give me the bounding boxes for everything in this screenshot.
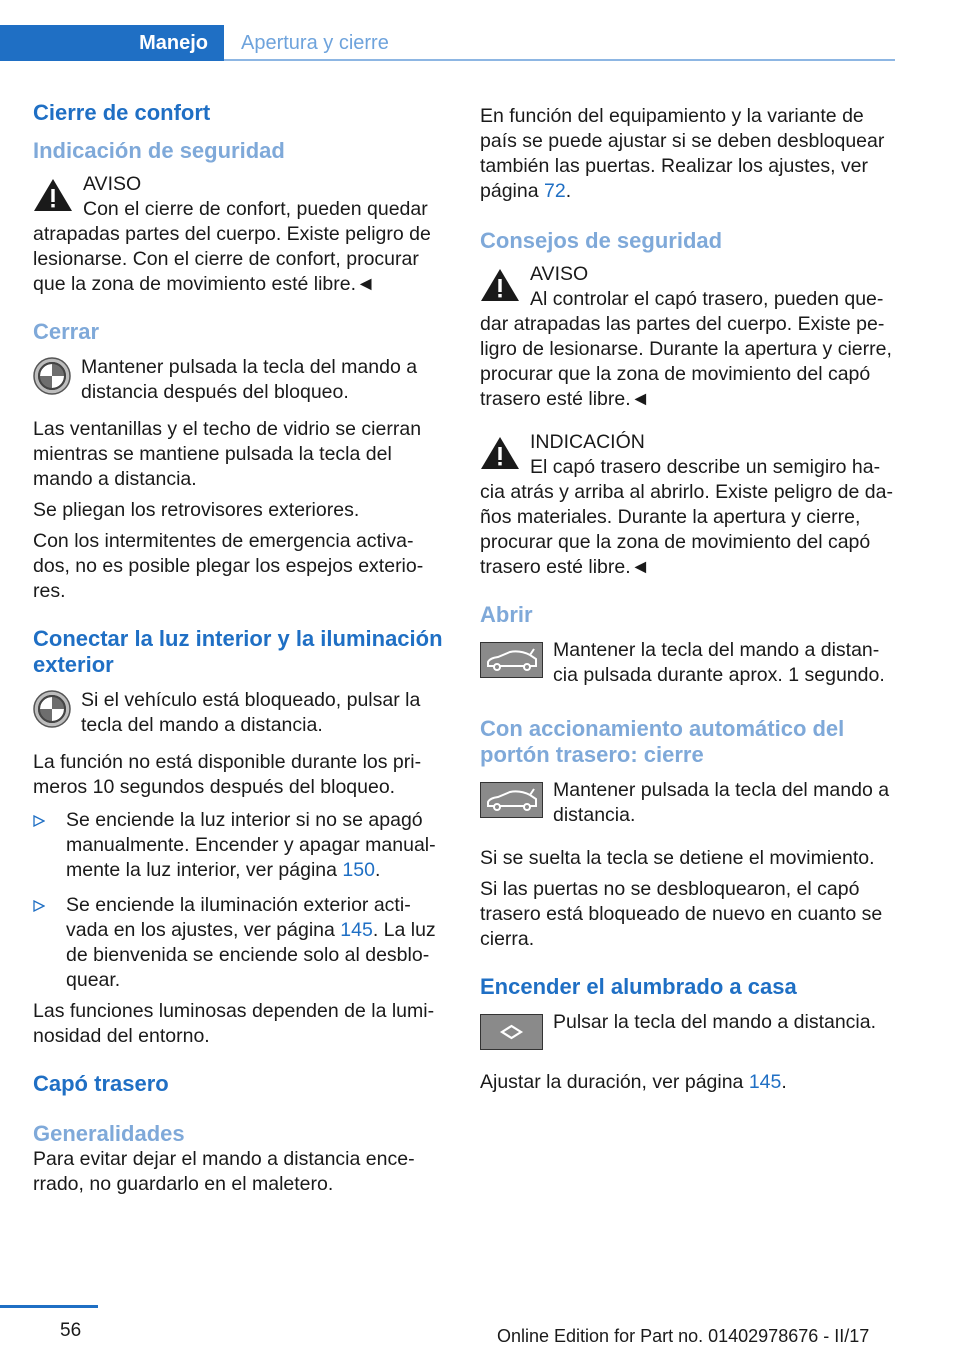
heading-cerrar: Cerrar: [33, 319, 100, 344]
paragraph: Si las puertas no se desbloquearon, el capó trasero está bloqueado de nuevo en cuanto se cierra.: [480, 878, 883, 950]
alumbrado-block: [480, 1010, 895, 1054]
bullet-list: [33, 808, 443, 993]
header-rule: [224, 59, 895, 61]
left-column: [33, 100, 443, 1209]
heading-generalidades: Generalidades: [33, 1121, 185, 1146]
page-header: [0, 25, 895, 61]
header-section-label: Manejo: [139, 31, 208, 54]
conectar-block: [33, 688, 443, 738]
notice-triangle-icon: [480, 435, 520, 471]
page-link-72[interactable]: 72: [543, 180, 566, 202]
list-item: Se enciende la iluminación exterior activada en los ajustes, ver página 145. La luz de bienvenida se enciende solo al desbloquear.: [33, 893, 443, 993]
heading-consejos-seguridad: Consejos de seguridad: [480, 228, 723, 253]
bullet-triangle-icon: [33, 815, 45, 827]
warning-block-2: [480, 262, 895, 412]
heading-conectar-luz: Conectar la luz interior y la iluminación exterior: [33, 626, 443, 677]
heading-indicacion-seguridad: Indicación de seguridad: [33, 138, 285, 163]
header-subsection-tab: [224, 25, 389, 61]
accionamiento-block: [480, 778, 895, 828]
heading-capo-trasero: Capó trasero: [33, 1071, 169, 1096]
footer-rule: [0, 1305, 98, 1308]
heading-abrir: Abrir: [480, 602, 533, 627]
edition-note: Online Edition for Part no. 01402978676 - II/17: [497, 1326, 870, 1346]
paragraph: Las ventanillas y el techo de vidrio se cierran mientras se mantiene pulsada la tecla del mando a distancia.: [33, 418, 422, 490]
lightbeam-key-icon: [480, 1014, 543, 1050]
cerrar-text: Mantener pulsada la tecla del mando a distancia después del bloqueo.: [81, 356, 418, 403]
notice-title: INDICACIÓN: [530, 431, 645, 453]
abrir-block: [480, 638, 895, 688]
paragraph: La función no está disponible durante los primeros 10 segundos después del bloqueo.: [33, 751, 422, 798]
page-link-145[interactable]: 145: [340, 919, 373, 941]
heading-accionamiento: Con accionamiento automático del portón trasero: cierre: [480, 716, 845, 767]
cerrar-block: [33, 355, 443, 405]
page-link-150[interactable]: 150: [342, 859, 375, 881]
notice-text: El capó trasero describe un semigiro hacia atrás y arriba al abrirlo. Existe peligro de daños materiales. Durante la apertura y cierre, procurar que la zona de movimiento del capó trasero esté libre.◄: [480, 456, 893, 578]
warning-title: AVISO: [530, 263, 589, 285]
notice-block: [480, 430, 895, 580]
paragraph: En función del equipamiento y la variante de país se puede ajustar si se deben desbloquear también las puertas. Realizar los ajustes, ver página 72.: [480, 105, 885, 202]
tailgate-key-icon: [480, 782, 543, 818]
warning-block-1: [33, 172, 443, 297]
warning-triangle-icon: [33, 177, 73, 213]
bullet-triangle-icon: [33, 900, 45, 912]
warning-text: Al controlar el capó trasero, pueden quedar atrapadas las partes del cuerpo. Existe peligro de lesionarse. Durante la apertura y cierre, procurar que la zona de movimiento del capó trasero esté libre.◄: [480, 288, 892, 410]
warning-triangle-icon: [480, 267, 520, 303]
page-number: 56: [60, 1320, 82, 1341]
paragraph: Ajustar la duración, ver página 145.: [480, 1071, 787, 1093]
header-subsection-label: Apertura y cierre: [241, 32, 389, 54]
bmw-key-button-icon: [33, 357, 71, 395]
list-item: Se enciende la luz interior si no se apagó manualmente. Encender y apagar manualmente la luz interior, ver página 150.: [33, 808, 443, 883]
heading-alumbrado: Encender el alumbrado a casa: [480, 974, 797, 999]
paragraph: Las funciones luminosas dependen de la luminosidad del entorno.: [33, 1000, 435, 1047]
page-link-145[interactable]: 145: [748, 1071, 782, 1093]
paragraph: Con los intermitentes de emergencia activados, no es posible plegar los espejos exteriores.: [33, 530, 424, 602]
paragraph: Si se suelta la tecla se detiene el movimiento.: [480, 847, 875, 869]
abrir-text: Mantener la tecla del mando a distancia pulsada durante aprox. 1 segundo.: [553, 639, 885, 686]
warning-title: AVISO: [83, 173, 142, 195]
alumbrado-text: Pulsar la tecla del mando a distancia.: [553, 1011, 877, 1033]
conectar-text: Si el vehículo está bloqueado, pulsar la tecla del mando a distancia.: [81, 689, 421, 736]
tailgate-key-icon: [480, 642, 543, 678]
heading-cierre-confort: Cierre de confort: [33, 100, 211, 125]
paragraph: Se pliegan los retrovisores exteriores.: [33, 499, 360, 521]
warning-text: Con el cierre de confort, pueden quedar atrapadas partes del cuerpo. Existe peligro de lesionarse. Con el cierre de confort, procurar que la zona de movimiento esté libre.◄: [33, 198, 431, 295]
accionamiento-text: Mantener pulsada la tecla del mando a distancia.: [553, 779, 890, 826]
bmw-key-button-icon: [33, 690, 71, 728]
header-section-tab: [0, 25, 224, 61]
right-column: [480, 104, 895, 1107]
paragraph: Para evitar dejar el mando a distancia encerrado, no guardarlo en el maletero.: [33, 1148, 415, 1195]
